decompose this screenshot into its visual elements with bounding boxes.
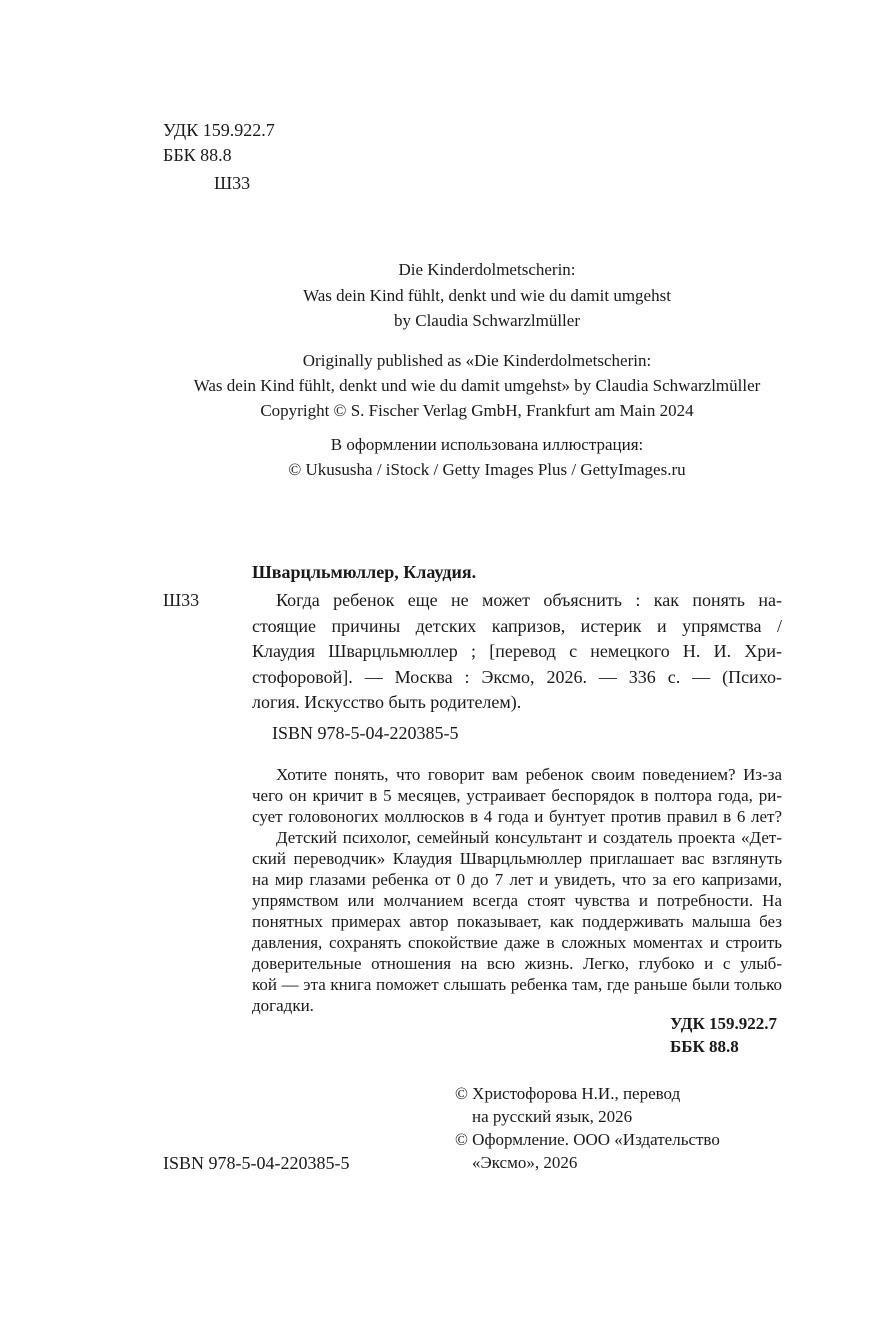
- catalog-description-line: логия. Искусство быть родителем).: [252, 692, 522, 712]
- author-sign: Ш33: [214, 173, 251, 193]
- footer-udk-code: УДК 159.922.7: [670, 1014, 778, 1033]
- bottom-isbn: ISBN 978-5-04-220385-5: [163, 1153, 350, 1173]
- catalog-description-line: стоящие причины детских капризов, истерик и упрямства /: [252, 616, 782, 636]
- copyright-line: © Оформление. ООО «Издательство: [455, 1130, 720, 1149]
- bbk-code: ББК 88.8: [163, 145, 232, 165]
- copyright-line: © Христофорова Н.И., перевод: [455, 1084, 681, 1103]
- catalog-sign: Ш33: [163, 590, 200, 610]
- annotation-line: на мир глазами ребенка от 0 до 7 лет и увидеть, что за его капризами,: [252, 870, 782, 889]
- illustration-credit-line: © Ukususha / iStock / Getty Images Plus / GettyImages.ru: [288, 460, 686, 479]
- annotation-line: чего он кричит в 5 месяцев, устраивает беспорядок в полтора года, ри-: [252, 786, 782, 805]
- annotation-line: кой — эта книга поможет слышать ребенка там, где раньше были только: [252, 975, 782, 994]
- annotation-line: доверительные отношения на всю жизнь. Легко, глубоко и с улыб-: [252, 954, 782, 973]
- copyright-line: «Эксмо», 2026: [472, 1153, 578, 1172]
- annotation-line: сует головоногих моллюсков в 4 года и бунтует против правил в 6 лет?: [252, 807, 782, 826]
- catalog-author: Шварцльмюллер, Клаудия.: [252, 562, 477, 582]
- annotation-line: понятных примерах автор показывает, как поддерживать малыша без: [252, 912, 782, 931]
- original-publication-line: Was dein Kind fühlt, denkt und wie du damit umgehst» by Claudia Schwarzlmüller: [193, 376, 761, 395]
- annotation-line: Хотите понять, что говорит вам ребенок своим поведением? Из-за: [276, 765, 782, 784]
- annotation-line: давления, сохранять спокойствие даже в сложных моментах и строить: [252, 933, 782, 952]
- annotation-line: догадки.: [252, 996, 314, 1015]
- original-title-line: Was dein Kind fühlt, denkt und wie du damit umgehst: [303, 286, 671, 305]
- original-publication-line: Copyright © S. Fischer Verlag GmbH, Frankfurt am Main 2024: [260, 401, 694, 420]
- copyright-line: на русский язык, 2026: [472, 1107, 633, 1126]
- catalog-isbn: ISBN 978-5-04-220385-5: [272, 723, 459, 743]
- original-publication-line: Originally published as «Die Kinderdolmetscherin:: [302, 351, 652, 370]
- catalog-description-line: Клаудия Шварцльмюллер ; [перевод с немецкого Н. И. Хри-: [252, 641, 782, 661]
- annotation-line: ский переводчик» Клаудия Шварцльмюллер приглашает вас взглянуть: [252, 849, 782, 868]
- original-title-line: Die Kinderdolmetscherin:: [398, 260, 576, 279]
- annotation-line: Детский психолог, семейный консультант и создатель проекта «Дет-: [276, 828, 782, 847]
- original-title-line: by Claudia Schwarzlmüller: [393, 311, 580, 330]
- illustration-credit-line: В оформлении использована иллюстрация:: [330, 435, 644, 454]
- udk-code: УДК 159.922.7: [163, 120, 275, 140]
- footer-bbk-code: ББК 88.8: [670, 1037, 739, 1056]
- catalog-description-line: Когда ребенок еще не может объяснить : как понять на-: [276, 590, 782, 610]
- catalog-description-line: стофоровой]. — Москва : Эксмо, 2026. — 336 с. — (Психо-: [252, 667, 782, 687]
- annotation-line: упрямством или молчанием всегда стоят чувства и потребности. На: [252, 891, 782, 910]
